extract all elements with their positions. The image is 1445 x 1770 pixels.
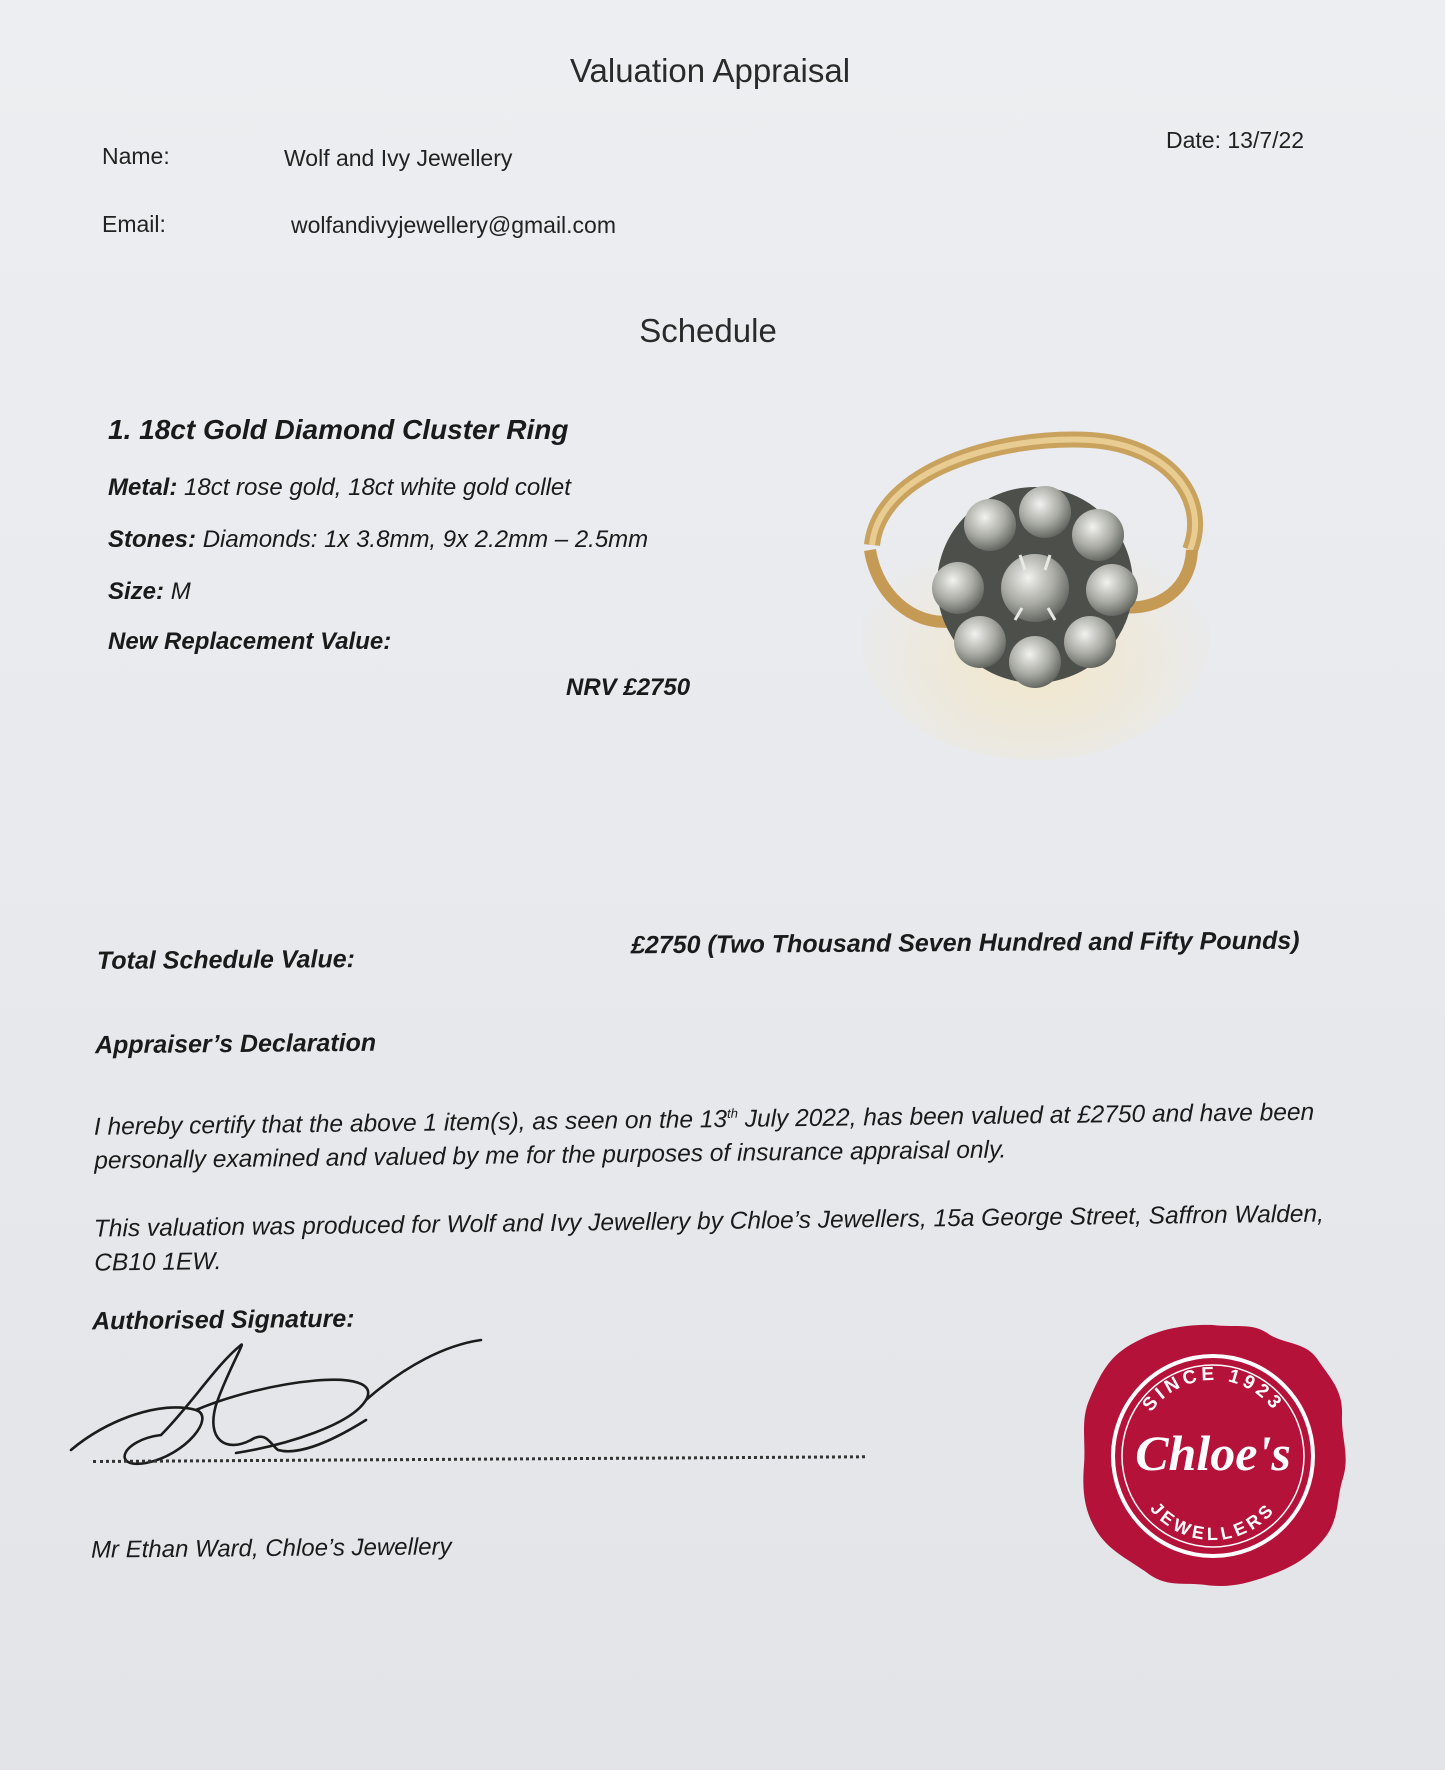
declaration-text bbox=[94, 1089, 1335, 1178]
signatory-name: Mr Ethan Ward, Chloe’s Jewellery bbox=[90, 1533, 452, 1564]
cluster-diamonds bbox=[932, 486, 1138, 688]
ring-photo bbox=[850, 430, 1210, 760]
date-text: Date: 13/7/22 bbox=[1166, 127, 1305, 153]
total-value: £2750 (Two Thousand Seven Hundred and Fifty Pounds) bbox=[630, 926, 1300, 960]
total-label: Total Schedule Value: bbox=[96, 945, 356, 975]
produced-text: This valuation was produced for Wolf and Ivy Jewellery by Chloe’s Jewellers, 15a George Street, Saffron Walden, CB10 1EW. bbox=[93, 1200, 1325, 1277]
metal-row bbox=[108, 474, 571, 502]
size-row bbox=[108, 578, 191, 606]
item-title: 1. 18ct Gold Diamond Cluster Ring bbox=[108, 414, 569, 445]
seal-brand: Chloe's bbox=[1135, 1425, 1291, 1481]
metal-value: 18ct rose gold, 18ct white gold collet bbox=[184, 474, 571, 501]
schedule-heading: Schedule bbox=[639, 312, 777, 349]
nrv-row bbox=[108, 628, 391, 656]
declaration-part1: I hereby certify that the above 1 item(s), as seen on the 13 bbox=[93, 1105, 728, 1141]
name-value: Wolf and Ivy Jewellery bbox=[284, 145, 513, 171]
signature-label: Authorised Signature: bbox=[91, 1304, 355, 1336]
name-label: Name: bbox=[102, 143, 170, 169]
document-title: Valuation Appraisal bbox=[569, 52, 851, 89]
stones-row bbox=[108, 526, 648, 554]
metal-label: Metal: bbox=[108, 474, 178, 501]
declaration-heading: Appraiser’s Declaration bbox=[94, 1028, 377, 1060]
seal-top-text: SINCE 1923 bbox=[1138, 1363, 1288, 1416]
size-label: Size: bbox=[108, 578, 165, 605]
email-value: wolfandivyjewellery@gmail.com bbox=[291, 212, 617, 238]
declaration-part2: July 2022, has been valued at £2750 and have been personally examined and valued by me for the purposes of insurance appraisal only. bbox=[94, 1098, 1315, 1175]
seal-bottom-text: JEWELLERS bbox=[1146, 1498, 1280, 1545]
stones-label: Stones: bbox=[108, 526, 197, 553]
size-value: M bbox=[170, 578, 191, 605]
chloes-seal-logo bbox=[1078, 1320, 1348, 1590]
nrv-value: NRV £2750 bbox=[566, 674, 691, 701]
nrv-label: New Replacement Value: bbox=[108, 628, 392, 655]
stones-value: Diamonds: 1x 3.8mm, 9x 2.2mm – 2.5mm bbox=[202, 526, 649, 553]
declaration-sup: th bbox=[726, 1105, 738, 1121]
email-label: Email: bbox=[102, 211, 166, 237]
